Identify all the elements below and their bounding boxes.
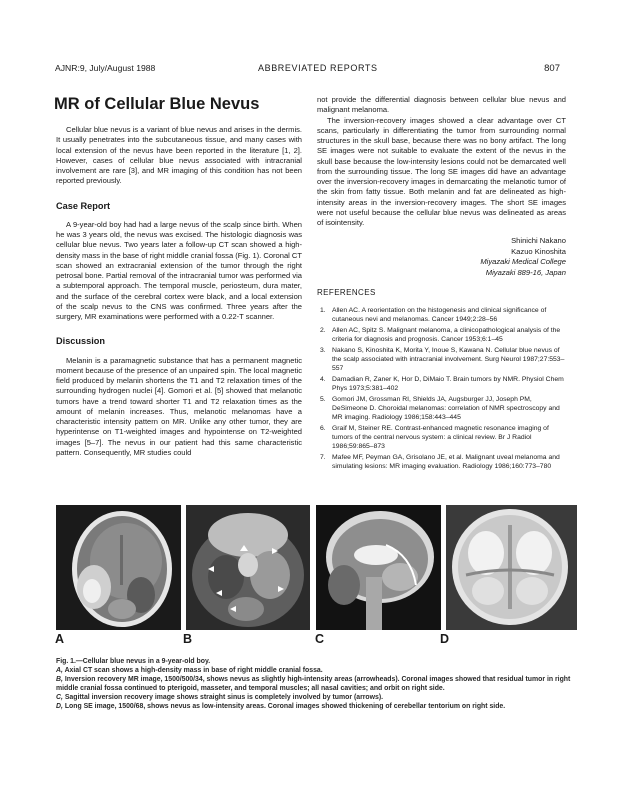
- reference-item: [317, 453, 566, 471]
- figure-panel-b-ir-image: [186, 505, 310, 630]
- left-column: [56, 125, 302, 458]
- page-number: 807: [544, 63, 560, 74]
- reference-number: 7.: [320, 453, 326, 461]
- intro-paragraph: Cellular blue nevus is a variant of blue nevus and arises in the dermis. It usually penetrates into the subcutaneous tissue, and many cases with local extension of the nevus have been reported in the literature [1, 2]. However, cases of cellular blue nevus associated with intracranial involvement are rare [3], and MR imaging of this condition has not been reported previously.: [56, 125, 302, 186]
- reference-number: 1.: [320, 306, 326, 314]
- reference-item: [317, 375, 566, 393]
- author-signature: [317, 236, 566, 278]
- caption-part-b: [56, 675, 586, 693]
- caption-a-text: Axial CT scan shows a high-density mass in base of right middle cranial fossa.: [64, 667, 323, 674]
- reference-text: Allen AC. A reorientation on the histogenesis and clinical significance of cutaneous nevi and melanomas. Cancer 1949;2:28–56: [332, 306, 547, 323]
- section-title: ABBREVIATED REPORTS: [258, 63, 378, 73]
- sagittal-mr-graphic: [316, 505, 441, 630]
- reference-number: 4.: [320, 375, 326, 383]
- author-name-1: Shinichi Nakano: [511, 236, 566, 246]
- ir-mr-graphic: [186, 505, 310, 630]
- reference-item: [317, 424, 566, 451]
- reference-number: 5.: [320, 395, 326, 403]
- reference-text: Allen AC, Spitz S. Malignant melanoma, a clinicopathological analysis of the criteria for diagnosis and prognosis. Cancer 1953;6:1–45: [332, 326, 561, 343]
- figure-panel-a-ct-image: [56, 505, 181, 630]
- long-se-mr-graphic: [446, 505, 577, 630]
- caption-d-label: D,: [56, 703, 63, 710]
- figure-label-a: A: [55, 632, 65, 646]
- reference-text: Mafee MF, Peyman GA, Grisolano JE, et al. Malignant uveal melanoma and simulating lesions: MR imaging evaluation. Radiology 1986;160:773–780: [332, 453, 560, 470]
- article-title: MR of Cellular Blue Nevus: [54, 95, 260, 113]
- caption-part-a: [56, 666, 586, 675]
- caption-part-d: [56, 702, 586, 711]
- caption-c-label: C,: [56, 694, 63, 701]
- reference-text: Damadian R, Zaner K, Hor D, DiMaio T. Brain tumors by NMR. Physiol Chem Phys 1973;5:381–402: [332, 375, 564, 392]
- author-address: Miyazaki 889-16, Japan: [485, 267, 566, 277]
- reference-number: 3.: [320, 346, 326, 354]
- continued-paragraph: not provide the differential diagnosis between cellular blue nevus and malignant melanoma.: [317, 95, 566, 115]
- journal-citation: AJNR:9, July/August 1988: [55, 63, 156, 73]
- reference-item: [317, 346, 566, 373]
- discussion-paragraph: Melanin is a paramagnetic substance that has a permanent magnetic moment because of the presence of an unpaired spin. The local magnetic field produced by melanin shortens the T1 and T2 relaxation times of the surrounding hydrogen nuclei [4]. Gomori et al. [5] showed that melanotic tumors have a trend toward shorter T1 and T2 relaxation times as the amount of melanin increases. Thus, melanotic melanomas have a characteristic intensity pattern on MR. Unlike any other tumor, they are hyperintense on T1-weighted images and hypointense on T2-weighted images [5–7]. The nevus in our patient had this same characteristic pattern. Consequently, MR studies could: [56, 355, 302, 457]
- case-report-heading: Case Report: [56, 200, 111, 211]
- reference-item: [317, 326, 566, 344]
- caption-a-label: A,: [56, 667, 63, 674]
- references-heading: REFERENCES: [317, 288, 376, 298]
- caption-d-text: Long SE image, 1500/68, shows nevus as low-intensity areas. Coronal images showed thickening of cerebellar tentorium on right side.: [64, 703, 506, 710]
- figure-label-b: B: [183, 632, 193, 646]
- figure-panels: [56, 505, 586, 630]
- inversion-paragraph: The inversion-recovery images showed a clear advantage over CT scans, particularly in differentiating the tumor from surrounding normal structures in the skull base, because there was no bony artifact. The long SE images were not suitable to evaluate the extent of the nevus in the skull base because the low-intensity lesions could not be demarcated well from the surrounding tissue. The long SE images did have an advantage over the inversion-recovery images in demarcating the melanotic tumor of the skin from fatty tissue. Both melanin and fat are delineated as high-intensity areas in the inversion-recovery images. The short SE images were not useful because the cellular blue nevus was delineated as areas of isointensity.: [317, 115, 566, 227]
- reference-text: Nakano S, Kinoshita K, Morita Y, Inoue S, Kawana N. Cellular blue nevus of the scalp associated with intracranial involvement. Surg Neurol 1987;27:553–557: [332, 346, 565, 372]
- figure-panel-d-long-se-image: [446, 505, 577, 630]
- caption-b-label: B,: [56, 676, 63, 683]
- reference-number: 6.: [320, 424, 326, 432]
- figure-label-d: D: [440, 632, 450, 646]
- case-report-paragraph: A 9-year-old boy had had a large nevus of the scalp since birth. When he was 3 years old, the nevus was excised. The histologic diagnosis was cellular blue nevus. Two years later a follow-up CT scan showed a high-density mass in the base of right middle cranial fossa (Fig. 1). Coronal CT scan showed an extracranial extension of the tumor through the right petrosal bone. Partial removal of the intracranial tumor was performed via a subtemporal approach. The temporal muscle, periosteum, dura mater, and the surface of the cerebral cortex were black, and a local extension of the scalp nevus to the CNS was confirmed. Three years after the surgery, MR examinations were performed with a 0.22-T scanner.: [56, 219, 302, 321]
- caption-title: Fig. 1.—Cellular blue nevus in a 9-year-old boy.: [56, 658, 211, 665]
- figure-caption: [56, 657, 586, 711]
- caption-c-text: Sagittal inversion recovery image shows straight sinus is completely involved by tumor (arrows).: [64, 694, 384, 701]
- author-name-2: Kazuo Kinoshita: [511, 246, 566, 256]
- reference-number: 2.: [320, 326, 326, 334]
- reference-item: [317, 306, 566, 324]
- reference-text: Graif M, Steiner RE. Contrast-enhanced magnetic resonance imaging of tumors of the central nervous system: a clinical review. Br J Radiol 1986;59:865–873: [332, 424, 549, 450]
- right-column: [317, 95, 566, 473]
- figure-label-c: C: [315, 632, 325, 646]
- reference-item: [317, 395, 566, 422]
- caption-b-text: Inversion recovery MR image, 1500/500/34, shows nevus as slightly high-intensity areas (arrowheads). Coronal images showed that residual tumor in right middle cranial fossa continued to pterigoid, masseter, and temporal muscles; all nasal cavities; and orbit on right side.: [56, 676, 571, 692]
- reference-text: Gomori JM, Grossman RI, Shields JA, Augsburger JJ, Joseph PM, DeSimeone D. Choroidal melanomas: correlation of NMR spectroscopy and MR imaging. Radiology 1986;158:443–445: [332, 395, 560, 421]
- figure-panel-c-sagittal-image: [316, 505, 441, 630]
- caption-part-c: [56, 693, 586, 702]
- references-list: [317, 306, 566, 471]
- author-institution: Miyazaki Medical College: [480, 257, 566, 267]
- ct-scan-graphic: [56, 505, 181, 630]
- discussion-heading: Discussion: [56, 336, 106, 347]
